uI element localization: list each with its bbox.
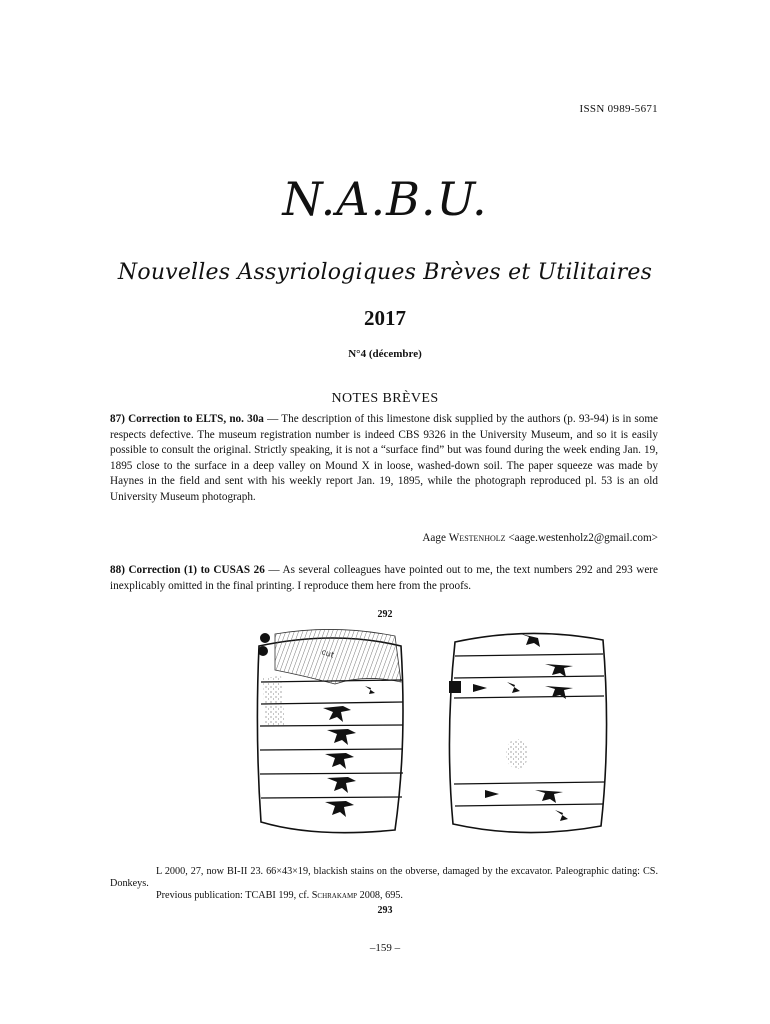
note-87-signature — [422, 532, 658, 544]
issue-number: N°4 (décembre) — [348, 348, 422, 360]
caption-line-2-prefix: Previous publication: TCABI 199, cf. — [156, 890, 312, 902]
issn: ISSN 0989-5671 — [579, 103, 658, 115]
tablet-obverse — [257, 629, 403, 832]
section-title: NOTES BRÈVES — [331, 391, 439, 406]
note-87-heading: 87) Correction to ELTS, no. 30a — [110, 413, 264, 425]
figure-number-292: 292 — [377, 609, 393, 620]
caption-line-1 — [110, 866, 658, 890]
tablet-drawing — [245, 626, 620, 841]
note-88 — [110, 563, 658, 594]
author-last-name: Westenholz — [448, 532, 506, 544]
note-88-dash: — — [264, 564, 283, 576]
journal-logo: N.A.B.U. — [282, 172, 488, 226]
figure-number-293: 293 — [377, 905, 393, 916]
caption-line-1-text: L 2000, 27, now BI-II 23. 66×43×19, blackish stains on the obverse, damaged by the excavator. Paleographic dating: CS. Donkeys. — [110, 866, 658, 890]
tablet-reverse — [449, 633, 607, 832]
caption-line-2 — [110, 890, 658, 902]
note-88-body: As several colleagues have pointed out to me, the text numbers 292 and 293 were inexplicably omitted in the final printing. I reproduce them here from the proofs. — [110, 564, 658, 592]
author-email: <aage.westenholz2@gmail.com> — [505, 532, 658, 544]
page-number: –159 – — [369, 942, 401, 954]
note-88-heading: 88) Correction (1) to CUSAS 26 — [110, 564, 265, 576]
author-first-name: Aage — [422, 532, 449, 544]
figure-caption — [110, 866, 658, 903]
note-87-dash: — — [263, 413, 282, 425]
issue-year: 2017 — [364, 306, 406, 330]
journal-subtitle: Nouvelles Assyriologiques Brèves et Utilitaires — [117, 260, 653, 285]
caption-line-2-suffix: 2008, 695. — [357, 890, 403, 902]
note-87 — [110, 412, 658, 506]
label-cut: cut — [320, 647, 336, 660]
caption-line-2-name: Schrakamp — [311, 890, 358, 902]
note-87-body: The description of this limestone disk supplied by the authors (p. 93-94) is in some respects defective. The museum registration number is indeed CBS 9326 in the University Museum, and so it is easily possible to consult the original. Strictly speaking, it is not a “surface find” but was found during the week ending Jan. 19, 1895 close to the surface in a deep valley on Mound X in loose, washed-down soil. The paper squeeze was made by Haynes in the field and sent with his weekly report Jan. 19, 1895, while the photograph reproduced pl. 53 is an old University Museum photograph. — [110, 413, 658, 503]
